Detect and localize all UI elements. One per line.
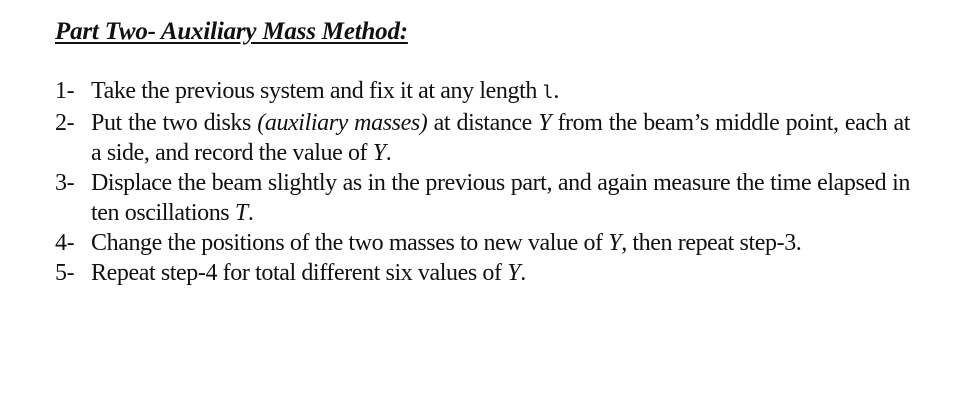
length-symbol: l xyxy=(542,82,554,103)
procedure-step-2 xyxy=(55,108,910,168)
step-text: Change the positions of the two masses to new value of Y, then repeat step-3. xyxy=(91,230,802,256)
distance-symbol: Y xyxy=(538,110,552,136)
procedure-step-3 xyxy=(55,168,910,228)
step-number: 2- xyxy=(55,110,75,136)
step-text: Take the previous system and fix it at any length l. xyxy=(91,78,559,104)
procedure-step-1 xyxy=(55,76,910,108)
section-heading: Part Two- Auxiliary Mass Method: xyxy=(55,18,408,45)
step-text: Displace the beam slightly as in the previous part, and again measure the time elapsed in ten oscillations T. xyxy=(91,170,910,226)
step-text: Put the two disks (auxiliary masses) at distance Y from the beam’s middle point, each at a side, and record the value of Y. xyxy=(91,110,911,166)
auxiliary-masses-note: (auxiliary masses) xyxy=(257,110,428,136)
procedure-steps-list xyxy=(55,76,910,288)
procedure-step-4 xyxy=(55,228,910,258)
step-number: 3- xyxy=(55,170,75,196)
step-number: 1- xyxy=(55,78,75,104)
time-symbol: T xyxy=(234,200,248,226)
distance-symbol: Y xyxy=(608,230,622,256)
step-number: 5- xyxy=(55,260,75,286)
step-text: Repeat step-4 for total different six values of Y. xyxy=(91,260,526,286)
step-number: 4- xyxy=(55,230,75,256)
distance-symbol: Y xyxy=(507,260,521,286)
procedure-step-5 xyxy=(55,258,910,288)
document-page xyxy=(55,16,910,288)
distance-symbol: Y xyxy=(372,140,386,166)
